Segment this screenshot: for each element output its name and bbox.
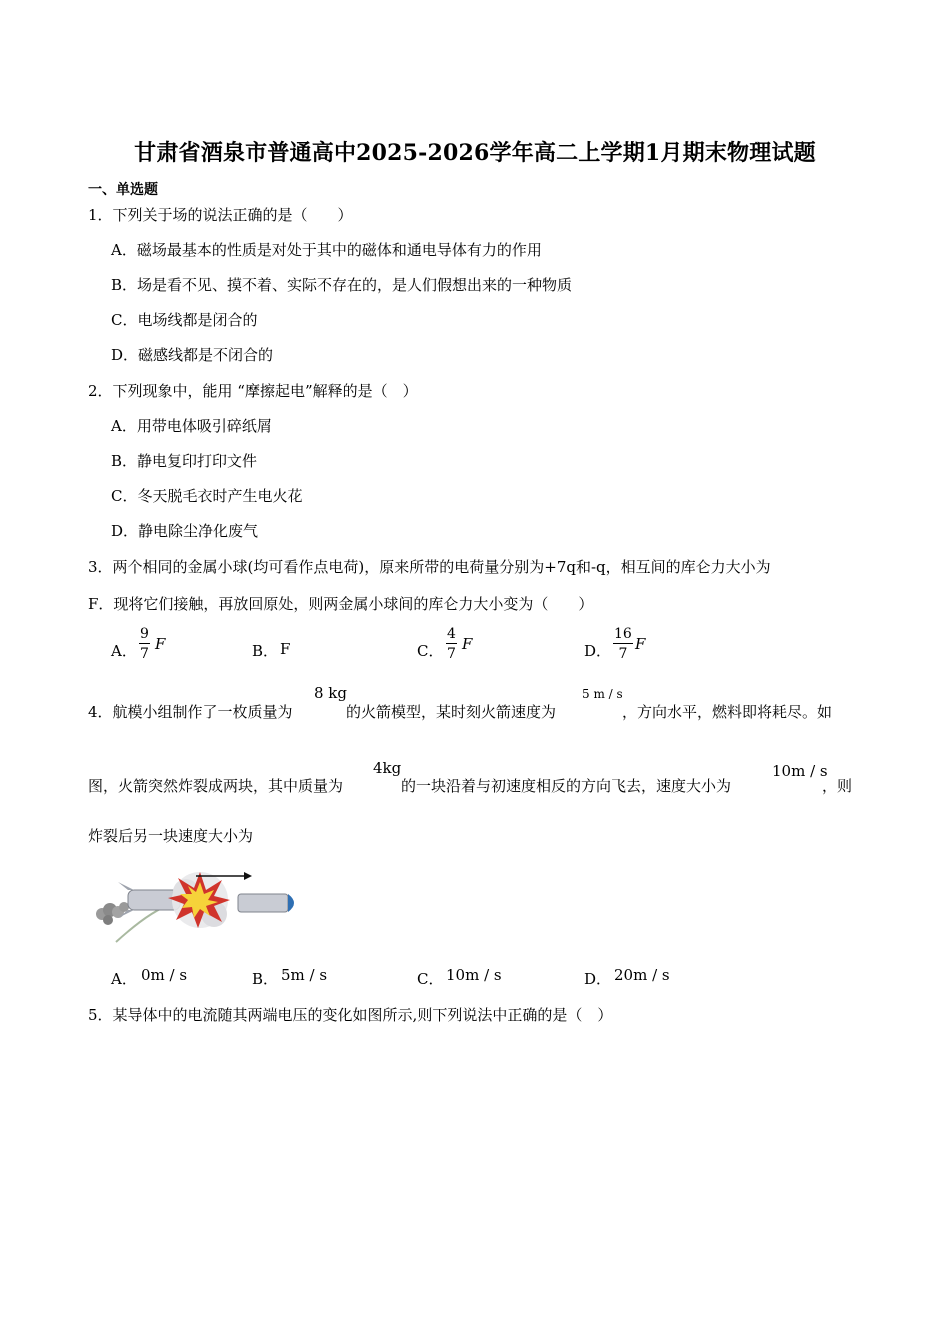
rocket-explosion-illustration: [88, 862, 308, 948]
question-1-option-b[interactable]: B．场是看不见、摸不着、实际不存在的，是人们假想出来的一种物质: [111, 276, 573, 294]
force-variable: F: [635, 635, 646, 653]
rocket-rear-piece: [118, 882, 180, 918]
page-title: 甘肃省酒泉市普通高中2025-2026学年高二上学期1月期末物理试题: [134, 140, 816, 166]
question-4-line-1a: 4．航模小组制作了一枚质量为: [88, 703, 293, 721]
mass-total: 8 kg: [314, 684, 348, 702]
option-letter: A．: [111, 970, 137, 988]
rocket-front-piece: [238, 894, 294, 912]
fraction-numerator: 9: [140, 626, 149, 642]
question-4-line-3: 炸裂后另一块速度大小为: [88, 827, 254, 845]
explosion-icon: [168, 872, 230, 928]
question-1-option-c[interactable]: C．电场线都是闭合的: [111, 311, 258, 329]
question-3-stem-line-1: 3．两个相同的金属小球(均可看作点电荷)，原来所带的电荷量分别为+7q和-q，相互间的库仑力大小为: [88, 558, 771, 576]
fraction-denominator: 7: [447, 646, 456, 662]
question-2-option-c[interactable]: C．冬天脱毛衣时产生电火花: [111, 487, 303, 505]
force-variable: F: [155, 635, 166, 653]
fraction: [446, 627, 457, 661]
force-variable: F: [462, 635, 473, 653]
question-1-option-d[interactable]: D．磁感线都是不闭合的: [111, 346, 274, 364]
fraction: [139, 627, 150, 661]
initial-speed: 5 m / s: [582, 687, 623, 701]
fraction-denominator: 7: [140, 646, 149, 662]
option-value: 5m / s: [281, 966, 328, 984]
question-2-option-a[interactable]: A．用带电体吸引碎纸屑: [111, 417, 272, 435]
question-4-line-2c: ，则: [822, 777, 853, 795]
fraction-numerator: 4: [447, 626, 456, 642]
option-letter: C．: [417, 970, 444, 988]
section-heading: 一、单选题: [88, 182, 158, 198]
question-1-stem: 1．下列关于场的说法正确的是（ ）: [88, 206, 353, 224]
question-4-line-1c: ，方向水平，燃料即将耗尽。如: [622, 703, 833, 721]
piece-speed: 10m / s: [772, 762, 828, 780]
option-value: 10m / s: [446, 966, 502, 984]
option-letter: B．: [252, 642, 279, 660]
question-4-line-2a: 图，火箭突然炸裂成两块，其中质量为: [88, 777, 344, 795]
question-2-option-b[interactable]: B．静电复印打印文件: [111, 452, 258, 470]
question-2-stem: 2．下列现象中，能用 “摩擦起电”解释的是（ ）: [88, 382, 418, 400]
option-letter: B．: [252, 970, 279, 988]
question-5-stem: 5．某导体中的电流随其两端电压的变化如图所示,则下列说法中正确的是（ ）: [88, 1006, 613, 1024]
option-value: 20m / s: [614, 966, 670, 984]
option-letter: C．: [417, 642, 444, 660]
question-4-line-1b: 的火箭模型，某时刻火箭速度为: [346, 703, 557, 721]
question-3-stem-line-2: F．现将它们接触，再放回原处，则两金属小球间的库仑力大小变为（ ）: [88, 595, 594, 613]
option-letter: D．: [584, 970, 612, 988]
question-4-line-2b: 的一块沿着与初速度相反的方向飞去，速度大小为: [401, 777, 732, 795]
option-value: F: [280, 640, 291, 658]
piece-mass: 4kg: [373, 759, 402, 777]
fraction: [613, 627, 633, 661]
option-letter: A．: [111, 642, 137, 660]
question-2-option-d[interactable]: D．静电除尘净化废气: [111, 522, 259, 540]
option-value: 0m / s: [141, 966, 188, 984]
question-1-option-a[interactable]: A．磁场最基本的性质是对处于其中的磁体和通电导体有力的作用: [111, 241, 542, 259]
fraction-numerator: 16: [614, 626, 632, 642]
fraction-denominator: 7: [618, 646, 628, 662]
option-letter: D．: [584, 642, 612, 660]
